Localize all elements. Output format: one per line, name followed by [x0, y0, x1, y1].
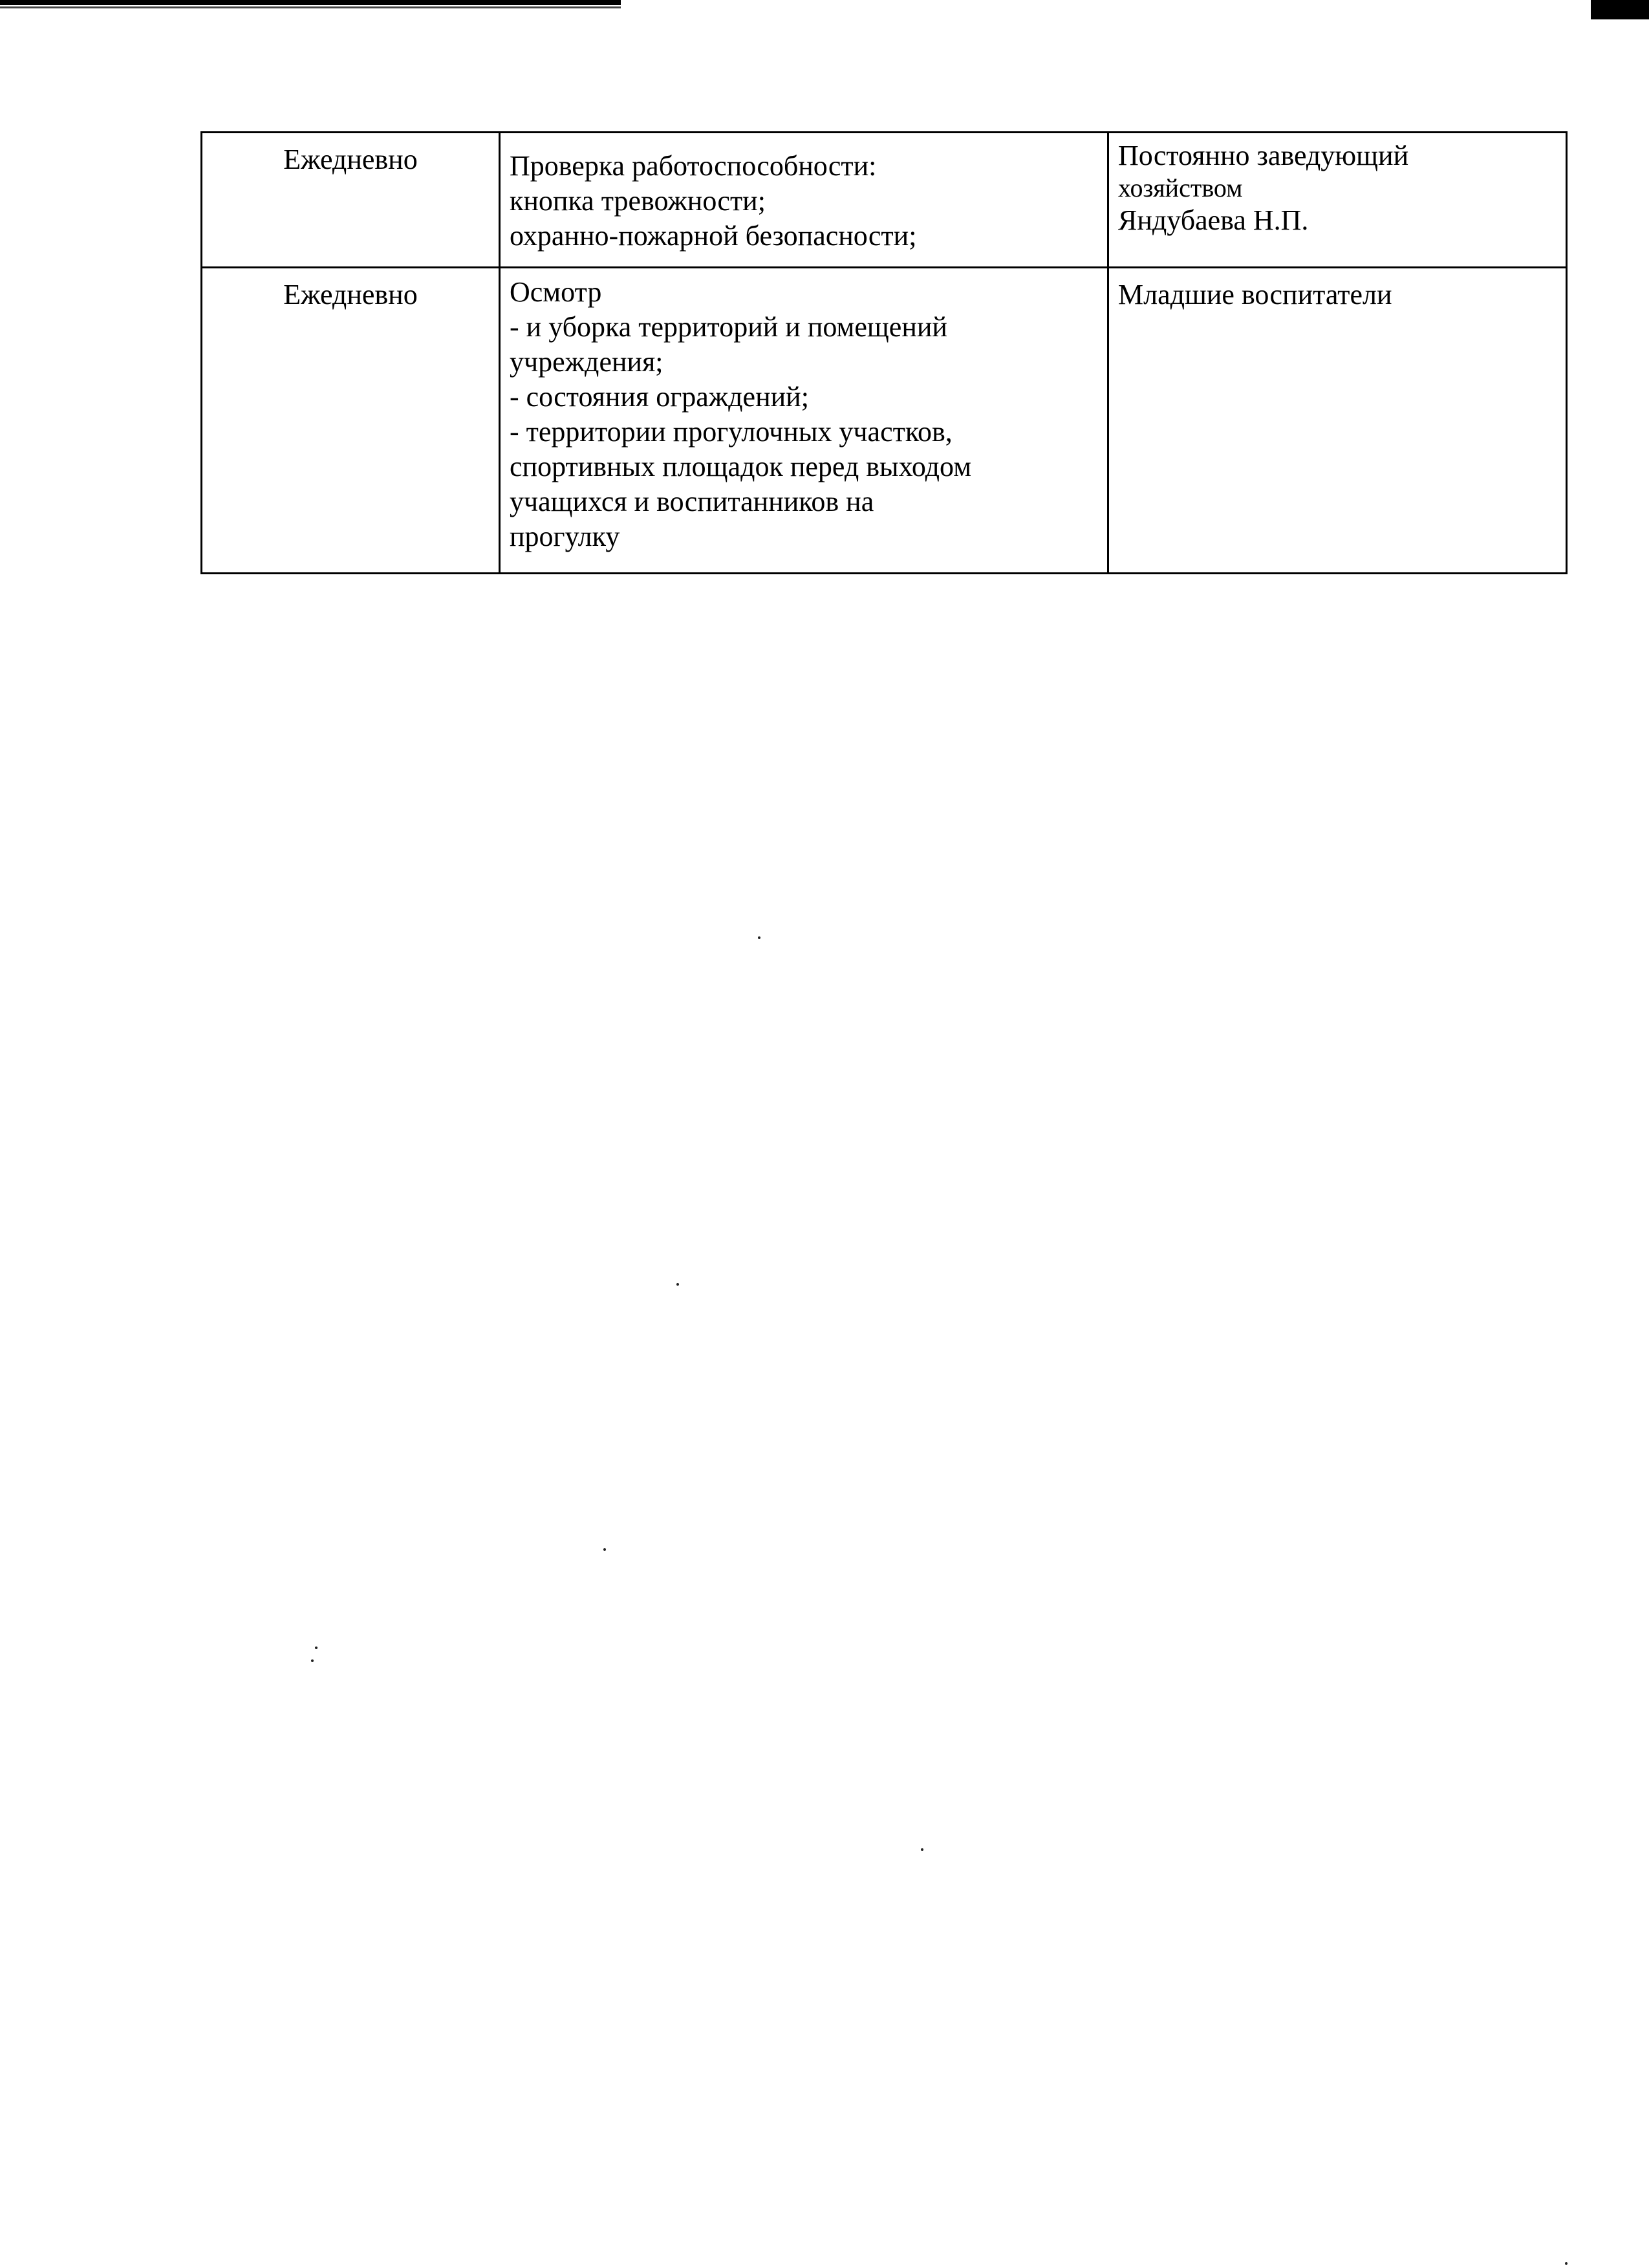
scan-speck [921, 1848, 923, 1851]
task-line: - состояния ограждений; [510, 381, 809, 413]
scan-speck [758, 936, 760, 939]
task-line: учреждения; [510, 346, 663, 378]
scan-speck [1565, 2262, 1568, 2265]
task-line: - территории прогулочных участков, [510, 416, 953, 448]
scan-speck [311, 1659, 314, 1662]
responsible-line: Младшие воспитатели [1118, 279, 1392, 310]
scan-corner-mark [1591, 0, 1649, 19]
scan-speck [603, 1548, 606, 1551]
scan-edge-top [0, 0, 621, 5]
duty-schedule-table [200, 131, 1568, 574]
table-row [202, 133, 1567, 268]
task-cell [500, 268, 1108, 574]
responsible-cell [1108, 133, 1567, 268]
task-line: охранно-пожарной безопасности; [510, 220, 917, 252]
scan-edge-top-thin [0, 6, 621, 8]
responsible-line: Яндубаева Н.П. [1118, 204, 1309, 236]
task-line: учащихся и воспитанников на [510, 486, 874, 517]
table-row [202, 268, 1567, 574]
task-line: прогулку [510, 521, 620, 552]
task-line: кнопка тревожности; [510, 185, 766, 217]
responsible-line: Постоянно заведующий [1118, 140, 1409, 171]
period-cell [202, 133, 500, 268]
scan-speck [676, 1283, 679, 1286]
task-line: спортивных площадок перед выходом [510, 451, 972, 482]
task-line: Осмотр [510, 276, 602, 308]
period-cell [202, 268, 500, 574]
task-line: - и уборка территорий и помещений [510, 311, 947, 343]
task-line: Проверка работоспособности: [510, 150, 877, 182]
period-text: Ежедневно [283, 279, 418, 310]
scan-speck [315, 1647, 318, 1649]
task-cell [500, 133, 1108, 268]
period-text: Ежедневно [283, 144, 418, 175]
responsible-cell [1108, 268, 1567, 574]
responsible-line: хозяйством [1118, 173, 1243, 202]
